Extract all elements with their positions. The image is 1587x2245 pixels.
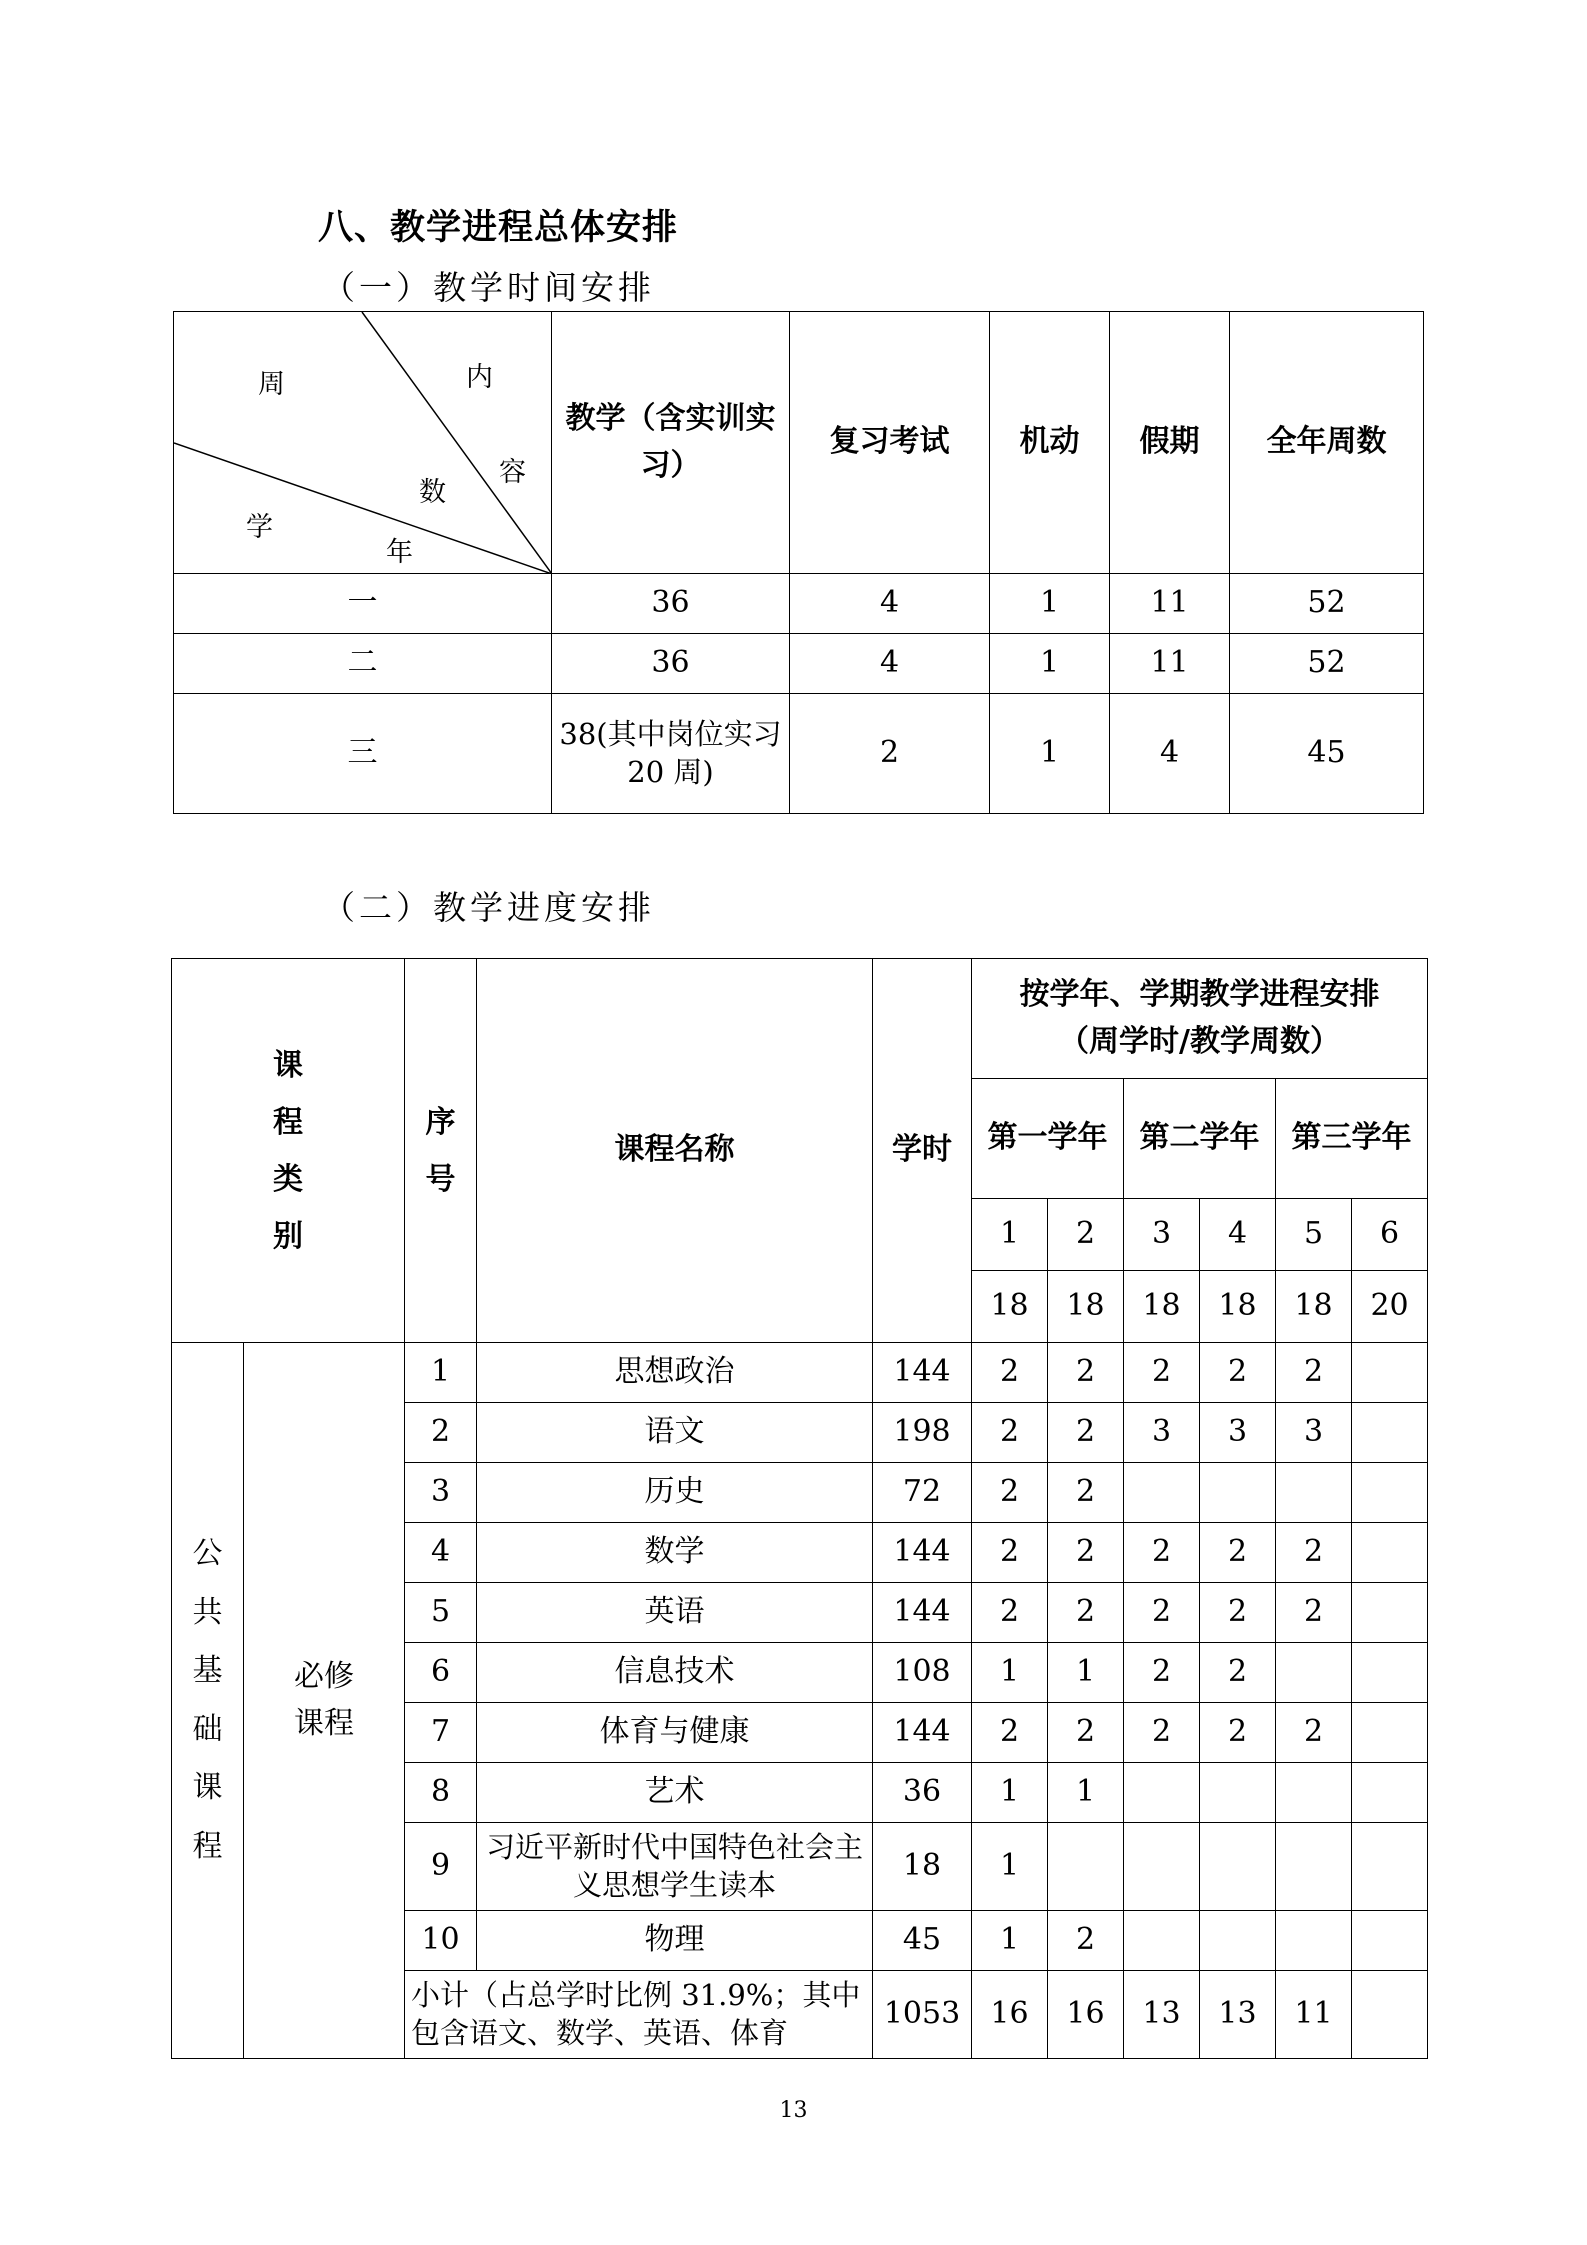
subtotal-hours: 1053 — [873, 1971, 972, 2059]
term-value: 2 — [1200, 1703, 1276, 1763]
course-name-cell: 习近平新时代中国特色社会主义思想学生读本 — [477, 1823, 873, 1911]
subcategory-required: 必修 课程 — [244, 1343, 405, 2059]
term-value — [1124, 1763, 1200, 1823]
term-value — [1200, 1463, 1276, 1523]
course-name-cell: 艺术 — [477, 1763, 873, 1823]
term-value — [1048, 1823, 1124, 1911]
corner-label-year: 年 — [386, 537, 413, 568]
term-value: 2 — [972, 1403, 1048, 1463]
term-value: 2 — [1124, 1343, 1200, 1403]
total-weeks-cell: 45 — [1230, 694, 1424, 814]
year-2-header: 第二学年 — [1124, 1079, 1276, 1199]
hours-cell: 72 — [873, 1463, 972, 1523]
index-cell: 6 — [405, 1643, 477, 1703]
header-schedule — [972, 959, 1428, 1079]
term-value: 2 — [972, 1523, 1048, 1583]
term-value: 2 — [1200, 1643, 1276, 1703]
header-index: 序 号 — [405, 959, 477, 1343]
hours-cell: 198 — [873, 1403, 972, 1463]
term-value — [1276, 1643, 1352, 1703]
diagonal-lines — [174, 312, 552, 574]
header-row — [172, 959, 1428, 1079]
term-value: 3 — [1200, 1403, 1276, 1463]
weeks-cell: 18 — [1124, 1271, 1200, 1343]
subtotal-term-value: 11 — [1276, 1971, 1352, 2059]
weeks-cell: 18 — [972, 1271, 1048, 1343]
term-value — [1276, 1463, 1352, 1523]
total-weeks-cell: 52 — [1230, 634, 1424, 694]
weeks-cell: 18 — [1200, 1271, 1276, 1343]
hours-cell: 36 — [873, 1763, 972, 1823]
term-value — [1352, 1583, 1428, 1643]
index-cell: 7 — [405, 1703, 477, 1763]
term-value: 2 — [1124, 1643, 1200, 1703]
year-3-header: 第三学年 — [1276, 1079, 1428, 1199]
weeks-cell: 20 — [1352, 1271, 1428, 1343]
subtotal-term-value: 13 — [1200, 1971, 1276, 2059]
index-cell: 2 — [405, 1403, 477, 1463]
holiday-weeks-cell: 11 — [1110, 634, 1230, 694]
term-value — [1352, 1823, 1428, 1911]
weeks-cell: 18 — [1048, 1271, 1124, 1343]
term-value — [1200, 1823, 1276, 1911]
page-number: 13 — [779, 2098, 808, 2123]
teach-weeks-cell: 36 — [552, 634, 790, 694]
corner-label-content1: 内 — [466, 362, 493, 393]
term-value: 1 — [1048, 1643, 1124, 1703]
total-weeks-cell: 52 — [1230, 574, 1424, 634]
index-cell: 9 — [405, 1823, 477, 1911]
category-public-basic: 公 共 基 础 课 程 — [172, 1343, 244, 2059]
course-name-cell: 数学 — [477, 1523, 873, 1583]
holiday-weeks-cell: 4 — [1110, 694, 1230, 814]
term-value: 2 — [1048, 1703, 1124, 1763]
term-value — [1124, 1823, 1200, 1911]
term-value: 1 — [972, 1911, 1048, 1971]
subsection-heading-progress: （二）教学进度安排 — [322, 888, 655, 927]
index-cell: 10 — [405, 1911, 477, 1971]
term-value — [1352, 1703, 1428, 1763]
hours-cell: 144 — [873, 1583, 972, 1643]
table-row — [174, 694, 1424, 814]
term-value — [1352, 1643, 1428, 1703]
term-value — [1352, 1343, 1428, 1403]
header-flex: 机动 — [990, 312, 1110, 574]
subtotal-term-value — [1352, 1971, 1428, 2059]
term-value: 2 — [1200, 1523, 1276, 1583]
index-cell: 3 — [405, 1463, 477, 1523]
table-row — [174, 634, 1424, 694]
corner-label-study: 学 — [246, 512, 273, 543]
year-cell: 二 — [174, 634, 552, 694]
term-value: 2 — [1048, 1523, 1124, 1583]
term-value: 2 — [972, 1583, 1048, 1643]
flex-weeks-cell: 1 — [990, 694, 1110, 814]
header-exam: 复习考试 — [790, 312, 990, 574]
term-value: 2 — [1124, 1703, 1200, 1763]
term-value — [1200, 1763, 1276, 1823]
header-total-weeks: 全年周数 — [1230, 312, 1424, 574]
term-value: 2 — [1048, 1343, 1124, 1403]
holiday-weeks-cell: 11 — [1110, 574, 1230, 634]
term-value: 2 — [1276, 1343, 1352, 1403]
term-cell: 4 — [1200, 1199, 1276, 1271]
term-value: 2 — [972, 1463, 1048, 1523]
term-value: 3 — [1276, 1403, 1352, 1463]
hours-cell: 108 — [873, 1643, 972, 1703]
term-value: 2 — [1200, 1343, 1276, 1403]
table-row — [174, 574, 1424, 634]
schedule-title: 按学年、学期教学进程安排 — [1019, 977, 1380, 1012]
exam-weeks-cell: 4 — [790, 574, 990, 634]
index-cell: 5 — [405, 1583, 477, 1643]
term-value: 1 — [1048, 1763, 1124, 1823]
term-value: 2 — [972, 1343, 1048, 1403]
diagonal-header-cell — [174, 312, 552, 574]
year-1-header: 第一学年 — [972, 1079, 1124, 1199]
flex-weeks-cell: 1 — [990, 574, 1110, 634]
subtotal-term-value: 13 — [1124, 1971, 1200, 2059]
teach-weeks-cell: 36 — [552, 574, 790, 634]
term-value — [1352, 1403, 1428, 1463]
course-name-cell: 语文 — [477, 1403, 873, 1463]
term-value: 2 — [1048, 1403, 1124, 1463]
schedule-subtitle: （周学时/教学周数） — [1059, 1023, 1341, 1059]
term-value — [1352, 1763, 1428, 1823]
term-value: 2 — [1048, 1463, 1124, 1523]
term-value: 2 — [1048, 1911, 1124, 1971]
term-cell: 3 — [1124, 1199, 1200, 1271]
term-value — [1276, 1823, 1352, 1911]
weeks-cell: 18 — [1276, 1271, 1352, 1343]
index-cell: 8 — [405, 1763, 477, 1823]
teach-weeks-cell: 38(其中岗位实习 20 周) — [552, 694, 790, 814]
year-cell: 三 — [174, 694, 552, 814]
year-cell: 一 — [174, 574, 552, 634]
term-value: 2 — [1124, 1583, 1200, 1643]
index-cell: 4 — [405, 1523, 477, 1583]
term-cell: 2 — [1048, 1199, 1124, 1271]
term-value: 1 — [972, 1643, 1048, 1703]
term-value: 1 — [972, 1763, 1048, 1823]
header-hours: 学时 — [873, 959, 972, 1343]
term-value: 2 — [1124, 1523, 1200, 1583]
hours-cell: 144 — [873, 1523, 972, 1583]
course-name-cell: 体育与健康 — [477, 1703, 873, 1763]
hours-cell: 18 — [873, 1823, 972, 1911]
exam-weeks-cell: 4 — [790, 634, 990, 694]
term-value: 2 — [972, 1703, 1048, 1763]
corner-label-content2: 容 — [499, 457, 526, 488]
section-heading: 八、教学进程总体安排 — [318, 208, 679, 248]
index-cell: 1 — [405, 1343, 477, 1403]
term-value — [1352, 1463, 1428, 1523]
flex-weeks-cell: 1 — [990, 634, 1110, 694]
term-cell: 6 — [1352, 1199, 1428, 1271]
term-value — [1352, 1523, 1428, 1583]
term-value: 3 — [1124, 1403, 1200, 1463]
term-cell: 5 — [1276, 1199, 1352, 1271]
header-course-name: 课程名称 — [477, 959, 873, 1343]
term-value: 2 — [1276, 1523, 1352, 1583]
header-course-category: 课 程 类 别 — [172, 959, 405, 1343]
corner-label-week: 周 — [258, 369, 285, 400]
subtotal-term-value: 16 — [972, 1971, 1048, 2059]
course-name-cell: 思想政治 — [477, 1343, 873, 1403]
hours-cell: 45 — [873, 1911, 972, 1971]
course-name-cell: 物理 — [477, 1911, 873, 1971]
term-value: 2 — [1200, 1583, 1276, 1643]
term-value: 2 — [1276, 1583, 1352, 1643]
exam-weeks-cell: 2 — [790, 694, 990, 814]
hours-cell: 144 — [873, 1703, 972, 1763]
term-value — [1200, 1911, 1276, 1971]
term-value — [1276, 1911, 1352, 1971]
term-value — [1124, 1911, 1200, 1971]
term-value — [1276, 1763, 1352, 1823]
teaching-time-table — [173, 311, 1424, 814]
hours-cell: 144 — [873, 1343, 972, 1403]
corner-label-count: 数 — [419, 477, 446, 508]
time-table-header-row — [174, 312, 1424, 574]
term-cell: 1 — [972, 1199, 1048, 1271]
subsection-heading-time: （一）教学时间安排 — [322, 268, 655, 307]
course-name-cell: 历史 — [477, 1463, 873, 1523]
term-value — [1124, 1463, 1200, 1523]
subtotal-label: 小计（占总学时比例 31.9%；其中包含语文、数学、英语、体育 — [405, 1971, 873, 2059]
term-value: 1 — [972, 1823, 1048, 1911]
header-holiday: 假期 — [1110, 312, 1230, 574]
term-value: 2 — [1276, 1703, 1352, 1763]
course-name-cell: 信息技术 — [477, 1643, 873, 1703]
course-name-cell: 英语 — [477, 1583, 873, 1643]
teaching-progress-table — [171, 958, 1428, 2059]
subtotal-term-value: 16 — [1048, 1971, 1124, 2059]
term-value — [1352, 1911, 1428, 1971]
header-teaching: 教学（含实训实习） — [552, 312, 790, 574]
table-row — [172, 1343, 1428, 1403]
term-value: 2 — [1048, 1583, 1124, 1643]
